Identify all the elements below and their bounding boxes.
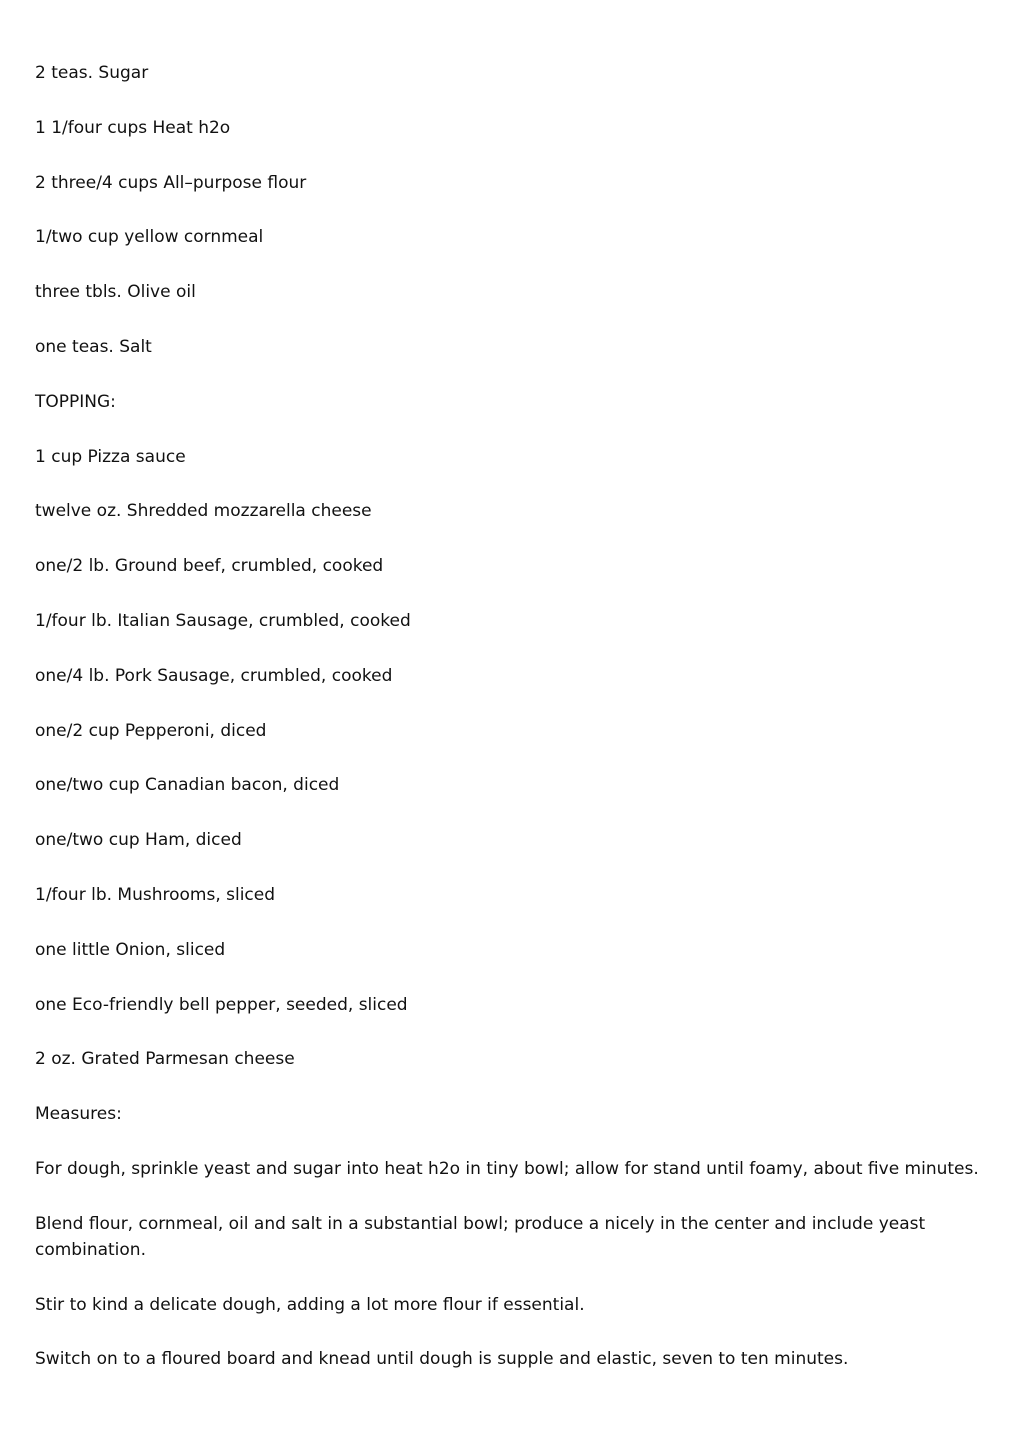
- step-2: Blend flour, cornmeal, oil and salt in a substantial bowl; produce a nicely in the center and include yeast combination.: [35, 1213, 926, 1260]
- ingredient-water: 1 1/four cups Heat h2o: [35, 117, 231, 138]
- topping-canadian-bacon: one/two cup Canadian bacon, diced: [35, 775, 340, 796]
- topping-ham: one/two cup Ham, diced: [35, 830, 242, 851]
- ingredient-cornmeal: 1/two cup yellow cornmeal: [35, 227, 264, 248]
- topping-heading: TOPPING:: [35, 391, 116, 412]
- ingredient-sugar: 2 teas. Sugar: [35, 63, 149, 83]
- topping-italian-sausage: 1/four lb. Italian Sausage, crumbled, cooked: [35, 610, 411, 631]
- step-4: Switch on to a floured board and knead until dough is supple and elastic, seven to ten minutes.: [35, 1349, 849, 1370]
- step-3: Stir to kind a delicate dough, adding a lot more flour if essential.: [35, 1294, 585, 1315]
- steps-heading: Measures:: [35, 1104, 122, 1125]
- topping-onion: one little Onion, sliced: [35, 939, 226, 960]
- recipe-document: [35, 60, 985, 1401]
- ingredient-flour: 2 three/4 cups All–purpose flour: [35, 172, 307, 193]
- topping-mushrooms: 1/four lb. Mushrooms, sliced: [35, 884, 276, 905]
- topping-pork-sausage: one/4 lb. Pork Sausage, crumbled, cooked: [35, 665, 393, 686]
- step-1: For dough, sprinkle yeast and sugar into heat h2o in tiny bowl; allow for stand until foamy, about five minutes.: [35, 1158, 979, 1179]
- topping-mozzarella: twelve oz. Shredded mozzarella cheese: [35, 501, 372, 522]
- topping-ground-beef: one/2 lb. Ground beef, crumbled, cooked: [35, 556, 384, 577]
- ingredient-olive-oil: three tbls. Olive oil: [35, 282, 196, 303]
- topping-pepperoni: one/2 cup Pepperoni, diced: [35, 720, 267, 741]
- topping-bell-pepper: one Eco-friendly bell pepper, seeded, sliced: [35, 994, 408, 1015]
- topping-pizza-sauce: 1 cup Pizza sauce: [35, 446, 186, 467]
- ingredient-salt: one teas. Salt: [35, 336, 152, 357]
- topping-parmesan: 2 oz. Grated Parmesan cheese: [35, 1049, 295, 1070]
